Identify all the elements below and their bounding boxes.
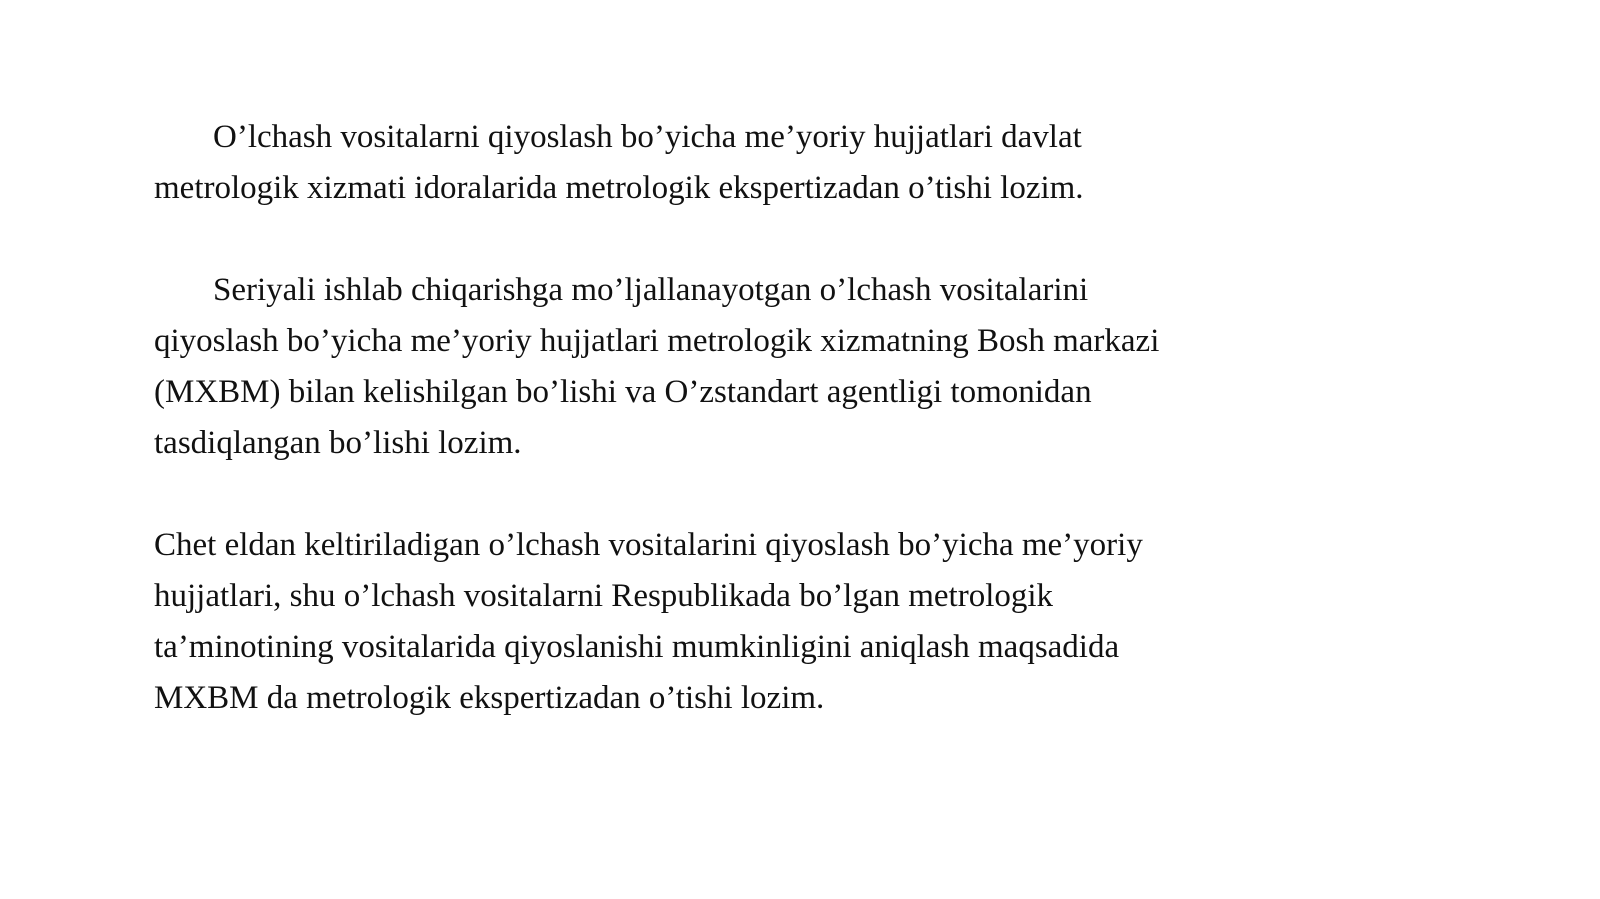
- paragraph-2: Seriyali ishlab chiqarishga mo’ljallanayotgan o’lchash vositalarini qiyoslash bo’yicha me’yoriy hujjatlari metrologik xizmatning Bosh markazi (MXBM) bilan kelishilgan bo’lishi va O’zstandart agentligi tomonidan tasdiqlangan bo’lishi lozim.: [154, 272, 1160, 461]
- paragraph-1: O’lchash vositalarni qiyoslash bo’yicha me’yoriy hujjatlari davlat metrologik xizmati idoralarida metrologik ekspertizadan o’tishi lozim.: [154, 119, 1084, 206]
- paragraph-3: Chet eldan keltiriladigan o’lchash vositalarini qiyoslash bo’yicha me’yoriy hujjatlari, shu o’lchash vositalarni Respublikada bo’lgan metrologik ta’minotining vositalarida qiyoslanishi mumkinligini aniqlash maqsadida MXBM da metrologik ekspertizadan o’tishi lozim.: [154, 527, 1143, 716]
- document-body: [154, 112, 1294, 775]
